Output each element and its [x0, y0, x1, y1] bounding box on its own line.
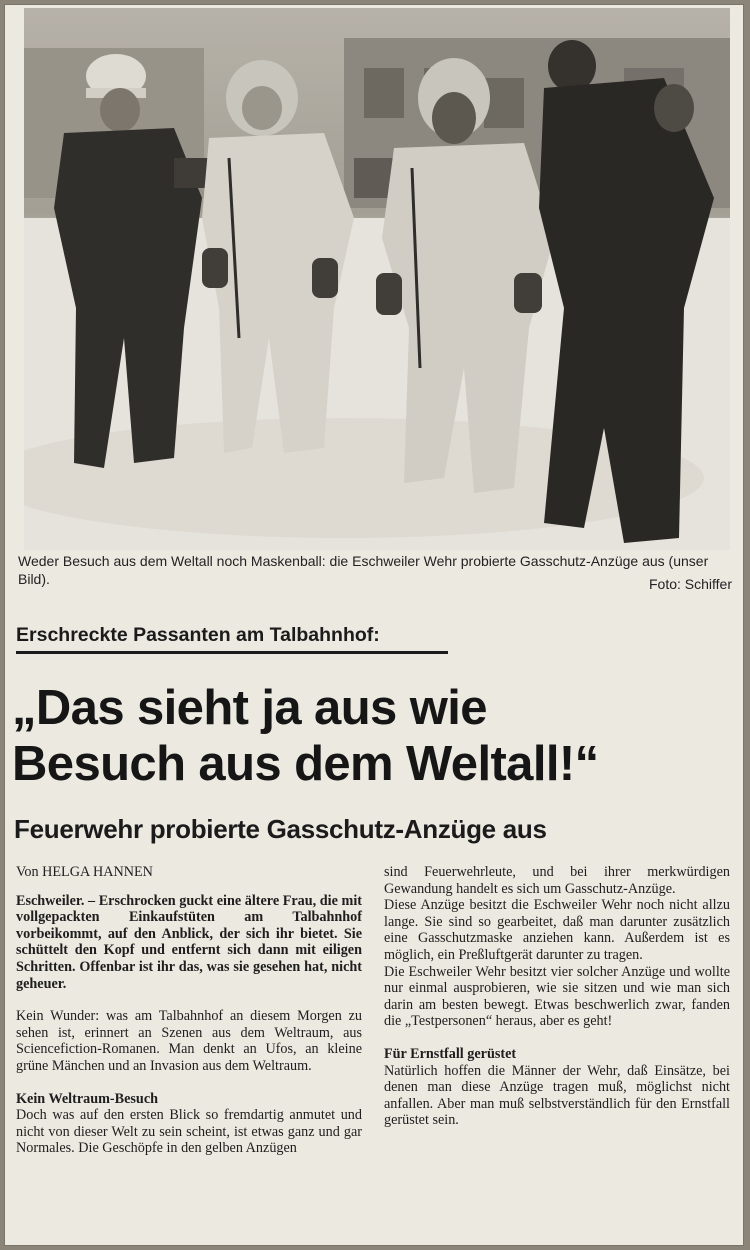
body-paragraph: Die Eschweiler Wehr besitzt vier solcher Anzüge und wollte nur einmal ausprobieren, wie sie sitzen und wie man sich darin am besten bewegt. Etwas beschwerlich zwar, fanden die „Testpersonen“ heraus, aber es geht! [384, 963, 730, 1030]
photo-caption: Weder Besuch aus dem Weltall noch Maskenball: die Eschweiler Wehr probierte Gasschutz-Anzüge aus (unser Bild). [18, 553, 709, 587]
article-subheadline: Feuerwehr probierte Gasschutz-Anzüge aus [14, 814, 547, 844]
article-column-left [16, 864, 362, 1157]
byline: Von HELGA HANNEN [16, 864, 153, 880]
body-paragraph: Diese Anzüge besitzt die Eschweiler Wehr noch nicht allzu lange. Sie sind so gearbeitet, daß man darunter zusätzlich eine Gasschutzmaske anziehen kann. Außerdem ist es möglich, ein Preßluftgerät darunter zu tragen. [384, 897, 730, 963]
headline-line-2: Besuch aus dem Weltall!“ [12, 737, 599, 791]
article-kicker: Erschreckte Passanten am Talbahnhof: [16, 624, 448, 654]
article-column-right [384, 864, 730, 1129]
firefighters-gas-suits-photo-icon [24, 8, 730, 550]
subheading: Für Ernstfall gerüstet [384, 1045, 517, 1062]
subheading: Kein Weltraum-Besuch [16, 1090, 159, 1107]
body-paragraph: Doch was auf den ersten Blick so fremdartig anmutet und nicht von dieser Welt zu sein scheint, ist etwas ganz und gar Normales. Die Geschöpfe in den gelben Anzügen [16, 1107, 362, 1157]
body-paragraph: Kein Wunder: was am Talbahnhof an diesem Morgen zu sehen ist, erinnert an Szenen aus dem Weltraum, aus Sciencefiction-Romanen. Man denkt an Ufos, an kleine grüne Mänchen und an Invasion aus dem Weltraum. [16, 1008, 362, 1074]
body-paragraph: Natürlich hoffen die Männer der Wehr, daß Einsätze, bei denen man diese Anzüge tragen muß, möglichst nicht anfallen. Aber man muß selbstverständlich für den Ernstfall gerüstet sein. [384, 1062, 730, 1129]
news-photo [24, 8, 730, 550]
photo-credit: Foto: Schiffer [648, 576, 732, 592]
article-headline [12, 680, 732, 792]
body-paragraph: sind Feuerwehrleute, und bei ihrer merkwürdigen Gewandung handelt es sich um Gasschutz-Anzüge. [384, 864, 730, 897]
lead-paragraph: Eschweiler. – Erschrocken guckt eine ältere Frau, die mit vollgepackten Einkaufstüten am Talbahnhof vorbeikommt, auf den Anblick, der sich ihr bietet. Sie schüttelt den Kopf und entfernt sich dann mit eiligen Schritten. Offenbar ist ihr das, was sie gesehen hat, nicht geheuer. [16, 892, 362, 992]
headline-line-1: „Das sieht ja aus wie [12, 681, 487, 735]
